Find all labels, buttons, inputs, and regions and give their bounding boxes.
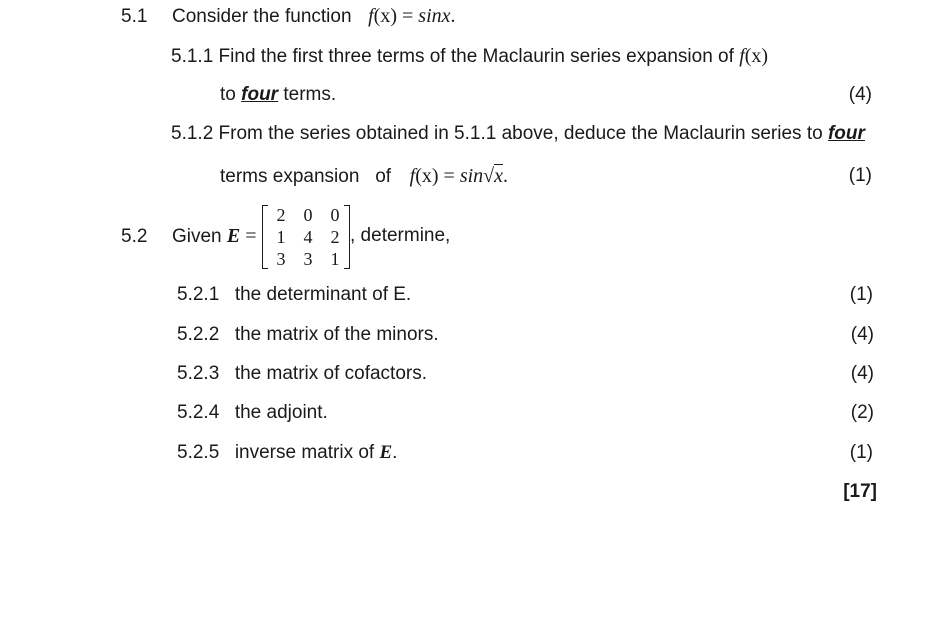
question-text: From the series obtained in 5.1.1 above, deduce the Maclaurin series to: [218, 123, 823, 144]
marks: (1): [848, 165, 872, 186]
question-number: 5.1: [121, 6, 148, 27]
emphasis-four: four: [241, 84, 279, 105]
question-text: Consider the function: [171, 6, 352, 27]
question-number: 5.1.1: [171, 46, 214, 67]
question-5-2-after: , determine,: [350, 225, 451, 246]
matrix-e: [262, 203, 350, 269]
question-number: 5.2.3: [177, 363, 220, 384]
question-number: 5.1.2: [171, 123, 214, 144]
question-number: 5.2.5: [177, 442, 220, 463]
marks: (1): [849, 442, 873, 463]
matrix-row: 3 3 1: [276, 249, 340, 269]
matrix-row: 1 4 2: [276, 227, 340, 247]
question-5-1: [121, 5, 456, 28]
marks: (2): [850, 402, 874, 423]
question-5-2: 5.2 Given E =: [121, 225, 257, 247]
question-5-2-1: [177, 284, 411, 306]
function-expression: f(x): [739, 45, 769, 67]
matrix-name: E =: [226, 225, 257, 247]
question-text: Find the first three terms of the Maclaurin series expansion of: [218, 46, 734, 67]
question-text: the matrix of the minors.: [234, 324, 439, 345]
question-text: inverse matrix of: [234, 442, 375, 463]
marks: (4): [850, 363, 874, 384]
question-number: 5.2.1: [177, 284, 220, 305]
marks: (4): [848, 84, 872, 105]
question-5-1-2-line2: terms expansion of f(x) = sin√x.: [220, 165, 509, 187]
question-number: 5.2: [121, 226, 148, 247]
emphasis-four: four: [827, 123, 865, 144]
function-expression: f(x) = sin√x.: [409, 165, 509, 187]
question-text: the matrix of cofactors.: [234, 363, 428, 384]
question-number: 5.2.2: [177, 324, 220, 345]
question-5-1-1-line2: to four terms.: [220, 84, 337, 105]
matrix-row: 2 0 0: [276, 205, 340, 225]
question-5-2-3: [177, 363, 427, 385]
question-5-1-1: [171, 45, 768, 68]
question-text: the determinant of E.: [234, 284, 412, 305]
question-5-2-2: [177, 324, 439, 346]
question-text: the adjoint.: [234, 402, 328, 423]
left-bracket: [262, 205, 268, 269]
total-marks: [17]: [843, 481, 877, 502]
question-5-2-5: 5.2.5 inverse matrix of E.: [177, 442, 398, 463]
question-5-2-4: [177, 402, 328, 424]
marks: (4): [850, 324, 874, 345]
marks: (1): [849, 284, 873, 305]
function-expression: f(x) = sinx.: [368, 5, 456, 27]
question-number: 5.2.4: [177, 402, 220, 423]
matrix-name: E: [379, 442, 393, 463]
question-5-1-2: [171, 123, 865, 145]
